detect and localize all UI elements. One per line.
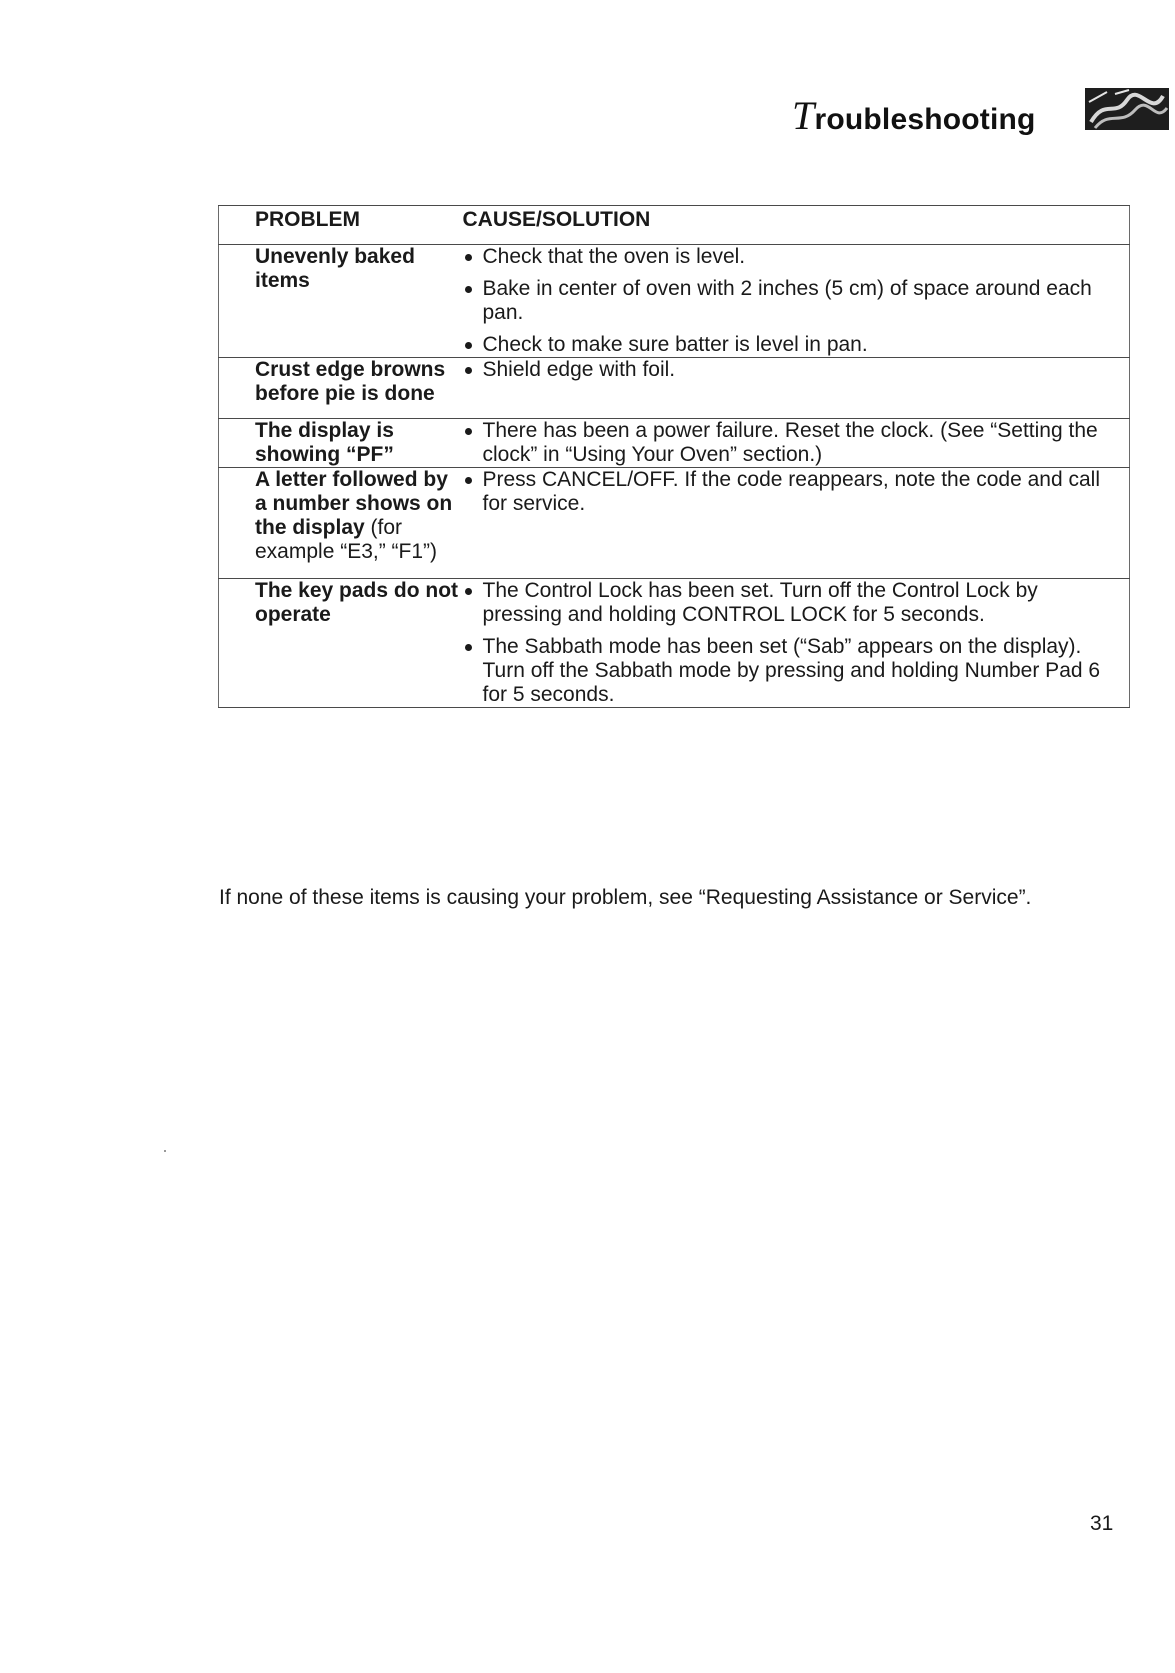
table-header-row [219,206,1130,245]
solution-item: The Control Lock has been set. Turn off the Control Lock by pressing and holding CONTROL LOCK for 5 seconds. [463,579,1116,627]
title-rest: roubleshooting [814,103,1036,136]
solution-cell [463,468,1130,579]
solution-cell [463,419,1130,468]
table-row [219,419,1130,468]
decorative-badge-icon [1085,88,1169,130]
solution-item: The Sabbath mode has been set (“Sab” appears on the display). Turn off the Sabbath mode by pressing and holding Number Pad 6 for 5 seconds. [463,635,1116,707]
solution-item: There has been a power failure. Reset the clock. (See “Setting the clock” in “Using Your Oven” section.) [463,419,1116,467]
table-row [219,579,1130,708]
page-number: 31 [1090,1512,1114,1535]
solution-item: Press CANCEL/OFF. If the code reappears, note the code and call for service. [463,468,1116,516]
solution-item: Bake in center of oven with 2 inches (5 cm) of space around each pan. [463,277,1116,325]
problem-text-bold: A letter followed by a number shows on the display [255,468,453,539]
solution-cell [463,579,1130,708]
solution-item: Check to make sure batter is level in pan. [463,333,1116,357]
solution-column-header: CAUSE/SOLUTION [463,206,1130,245]
table-row [219,358,1130,419]
problem-column-header: PROBLEM [219,206,463,245]
problem-cell [219,468,463,579]
problem-cell: The display is showing “PF” [219,419,463,468]
problem-cell: Unevenly baked items [219,245,463,358]
troubleshooting-table [218,205,1130,708]
table-row [219,245,1130,358]
solution-item: Check that the oven is level. [463,245,1116,269]
scan-speck [164,1150,166,1152]
solution-cell [463,358,1130,419]
problem-text-plain: (for [364,516,403,539]
table-row [219,468,1130,579]
title-initial: T [792,93,815,138]
solution-cell [463,245,1130,358]
solution-item: Shield edge with foil. [463,358,1116,382]
problem-cell: Crust edge browns before pie is done [219,358,463,419]
problem-text-plain: example “E3,” “F1”) [255,540,438,563]
problem-cell: The key pads do not operate [219,579,463,708]
footer-note: If none of these items is causing your problem, see “Requesting Assistance or Service”. [219,886,1032,909]
page-title [792,92,1036,139]
